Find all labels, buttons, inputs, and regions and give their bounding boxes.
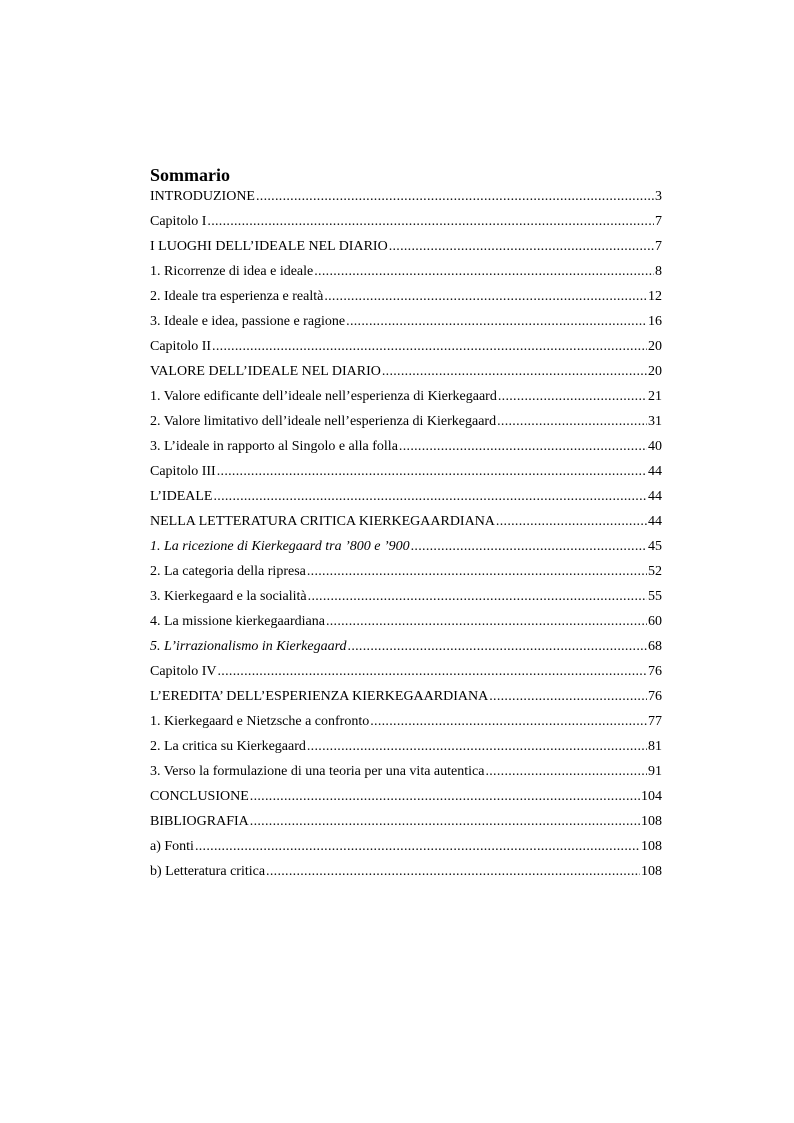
toc-entry-page: 3 bbox=[655, 189, 662, 204]
dot-leader bbox=[326, 613, 647, 631]
dot-leader bbox=[218, 663, 648, 681]
toc-entry-section-4-1[interactable] bbox=[150, 713, 662, 738]
toc-entry-label: 1. La ricezione di Kierkegaard tra ’800 e ’900 bbox=[150, 539, 410, 554]
dot-leader bbox=[498, 388, 647, 406]
toc-entry-chapter-heading-4[interactable] bbox=[150, 688, 662, 713]
toc-entry-page: 7 bbox=[655, 214, 662, 229]
toc-entry-label: Capitolo IV bbox=[150, 664, 217, 679]
toc-entry-section-3-5[interactable] bbox=[150, 638, 662, 663]
toc-entry-page: 7 bbox=[655, 239, 662, 254]
toc-entry-page: 108 bbox=[641, 864, 662, 879]
dot-leader bbox=[314, 263, 654, 281]
toc-entry-label: BIBLIOGRAFIA bbox=[150, 814, 249, 829]
toc-entry-section-3-4[interactable] bbox=[150, 613, 662, 638]
dot-leader bbox=[497, 413, 647, 431]
dot-leader bbox=[195, 838, 640, 856]
toc-entry-page: 81 bbox=[648, 739, 662, 754]
toc-entry-label: 4. La missione kierkegaardiana bbox=[150, 614, 325, 629]
dot-leader bbox=[382, 363, 647, 381]
toc-entry-section-4-3[interactable] bbox=[150, 763, 662, 788]
toc-entry-page: 108 bbox=[641, 814, 662, 829]
toc-entry-section-2-1[interactable] bbox=[150, 388, 662, 413]
dot-leader bbox=[307, 738, 647, 756]
toc-entry-section-1-3[interactable] bbox=[150, 313, 662, 338]
toc-entry-label: 3. L’ideale in rapporto al Singolo e alla folla bbox=[150, 439, 398, 454]
toc-entry-page: 60 bbox=[648, 614, 662, 629]
toc-entry-conclusione[interactable] bbox=[150, 788, 662, 813]
toc-list bbox=[150, 188, 662, 888]
toc-entry-page: 68 bbox=[648, 639, 662, 654]
dot-leader bbox=[207, 213, 654, 231]
dot-leader bbox=[307, 563, 647, 581]
dot-leader bbox=[250, 788, 640, 806]
toc-entry-page: 40 bbox=[648, 439, 662, 454]
toc-entry-section-3-1[interactable] bbox=[150, 538, 662, 563]
toc-entry-bibliografia[interactable] bbox=[150, 813, 662, 838]
toc-entry-label: 2. La critica su Kierkegaard bbox=[150, 739, 306, 754]
toc-entry-label: INTRODUZIONE bbox=[150, 189, 255, 204]
dot-leader bbox=[212, 338, 647, 356]
toc-entry-capitolo-2[interactable] bbox=[150, 338, 662, 363]
toc-entry-page: 20 bbox=[648, 339, 662, 354]
toc-entry-page: 31 bbox=[648, 414, 662, 429]
toc-entry-label: Capitolo III bbox=[150, 464, 216, 479]
toc-entry-label: 2. Valore limitativo dell’ideale nell’esperienza di Kierkegaard bbox=[150, 414, 497, 429]
toc-entry-capitolo-3[interactable] bbox=[150, 463, 662, 488]
toc-entry-page: 44 bbox=[648, 464, 662, 479]
toc-title: Sommario bbox=[150, 165, 230, 185]
dot-leader bbox=[348, 638, 647, 656]
dot-leader bbox=[489, 688, 647, 706]
toc-entry-label: a) Fonti bbox=[150, 839, 194, 854]
toc-entry-section-2-3[interactable] bbox=[150, 438, 662, 463]
toc-entry-section-1-2[interactable] bbox=[150, 288, 662, 313]
dot-leader bbox=[496, 513, 647, 531]
toc-entry-page: 76 bbox=[648, 689, 662, 704]
toc-entry-fonti[interactable] bbox=[150, 838, 662, 863]
toc-entry-label: b) Letteratura critica bbox=[150, 864, 266, 879]
dot-leader bbox=[389, 238, 654, 256]
dot-leader bbox=[308, 588, 647, 606]
toc-entry-capitolo-1[interactable] bbox=[150, 213, 662, 238]
toc-entry-chapter-heading-1[interactable] bbox=[150, 238, 662, 263]
dot-leader bbox=[213, 488, 647, 506]
toc-entry-page: 77 bbox=[648, 714, 662, 729]
dot-leader bbox=[346, 313, 647, 331]
toc-entry-page: 76 bbox=[648, 664, 662, 679]
toc-entry-label: 3. Verso la formulazione di una teoria per una vita autentica bbox=[150, 764, 485, 779]
toc-entry-label: 5. L’irrazionalismo in Kierkegaard bbox=[150, 639, 347, 654]
toc-entry-label: 3. Ideale e idea, passione e ragione bbox=[150, 314, 346, 329]
toc-entry-label: NELLA LETTERATURA CRITICA KIERKEGAARDIANA bbox=[150, 514, 495, 529]
toc-entry-page: 20 bbox=[648, 364, 662, 379]
toc-entry-page: 91 bbox=[648, 764, 662, 779]
toc-entry-page: 21 bbox=[648, 389, 662, 404]
toc-entry-page: 16 bbox=[648, 314, 662, 329]
dot-leader bbox=[324, 288, 647, 306]
toc-entry-chapter-heading-3b[interactable] bbox=[150, 513, 662, 538]
toc-entry-label: Capitolo II bbox=[150, 339, 212, 354]
toc-entry-label: 3. Kierkegaard e la socialità bbox=[150, 589, 307, 604]
toc-entry-label: 2. La categoria della ripresa bbox=[150, 564, 306, 579]
dot-leader bbox=[399, 438, 647, 456]
toc-entry-section-3-3[interactable] bbox=[150, 588, 662, 613]
toc-entry-label: 2. Ideale tra esperienza e realtà bbox=[150, 289, 324, 304]
dot-leader bbox=[217, 463, 647, 481]
dot-leader bbox=[250, 813, 640, 831]
toc-entry-section-1-1[interactable] bbox=[150, 263, 662, 288]
toc-entry-chapter-heading-3a[interactable] bbox=[150, 488, 662, 513]
toc-entry-page: 52 bbox=[648, 564, 662, 579]
toc-entry-page: 8 bbox=[655, 264, 662, 279]
dot-leader bbox=[256, 188, 654, 206]
toc-entry-chapter-heading-2[interactable] bbox=[150, 363, 662, 388]
toc-entry-page: 44 bbox=[648, 489, 662, 504]
toc-entry-section-3-2[interactable] bbox=[150, 563, 662, 588]
toc-entry-label: VALORE DELL’IDEALE NEL DIARIO bbox=[150, 364, 381, 379]
toc-entry-label: Capitolo I bbox=[150, 214, 207, 229]
toc-entry-introduzione[interactable] bbox=[150, 188, 662, 213]
dot-leader bbox=[411, 538, 647, 556]
toc-entry-label: 1. Kierkegaard e Nietzsche a confronto bbox=[150, 714, 370, 729]
table-of-contents bbox=[150, 164, 662, 888]
toc-entry-page: 44 bbox=[648, 514, 662, 529]
toc-entry-page: 108 bbox=[641, 839, 662, 854]
toc-entry-letteratura-critica[interactable] bbox=[150, 863, 662, 888]
toc-entry-label: 1. Ricorrenze di idea e ideale bbox=[150, 264, 314, 279]
toc-entry-label: L’IDEALE bbox=[150, 489, 213, 504]
toc-entry-page: 55 bbox=[648, 589, 662, 604]
toc-entry-section-4-2[interactable] bbox=[150, 738, 662, 763]
dot-leader bbox=[370, 713, 647, 731]
toc-entry-label: CONCLUSIONE bbox=[150, 789, 249, 804]
toc-entry-label: 1. Valore edificante dell’ideale nell’esperienza di Kierkegaard bbox=[150, 389, 497, 404]
dot-leader bbox=[266, 863, 640, 881]
toc-entry-label: I LUOGHI DELL’IDEALE NEL DIARIO bbox=[150, 239, 388, 254]
toc-entry-page: 45 bbox=[648, 539, 662, 554]
toc-entry-page: 104 bbox=[641, 789, 662, 804]
toc-entry-page: 12 bbox=[648, 289, 662, 304]
dot-leader bbox=[485, 763, 647, 781]
toc-entry-capitolo-4[interactable] bbox=[150, 663, 662, 688]
toc-entry-section-2-2[interactable] bbox=[150, 413, 662, 438]
toc-entry-label: L’EREDITA’ DELL’ESPERIENZA KIERKEGAARDIANA bbox=[150, 689, 489, 704]
